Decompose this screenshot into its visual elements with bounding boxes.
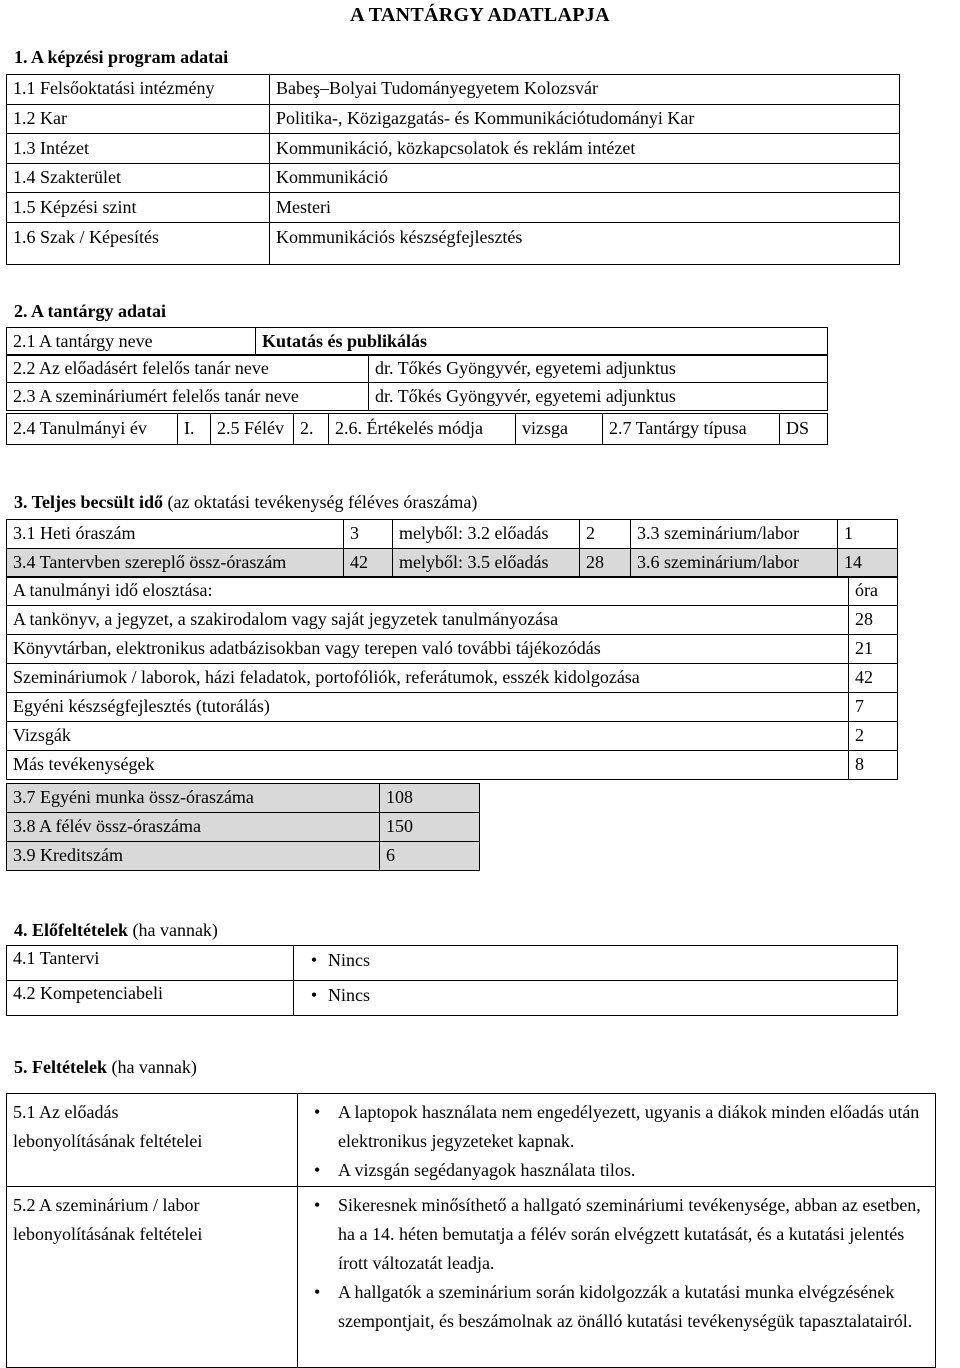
list-item: • A laptopok használata nem engedélyezett, ugyanis a diákok minden előadás után elektronikus jegyzeteket kapnak. (304, 1098, 935, 1156)
table-row (7, 328, 828, 356)
semester-value: 2. (294, 414, 329, 445)
weekly-hours-label: 3.1 Heti óraszám (7, 520, 344, 549)
table-row (7, 134, 900, 164)
section-3-heading-rest: (az oktatási tevékenység féléves óraszáma) (163, 492, 478, 512)
table-row (7, 193, 900, 223)
activity-hours: 2 (849, 722, 898, 751)
table-row (7, 842, 480, 871)
table-row (7, 383, 828, 411)
table-row (7, 1187, 936, 1368)
lecturer-value: dr. Tőkés Gyöngyvér, egyetemi adjunktus (369, 355, 828, 383)
table-row (7, 606, 898, 635)
table-row (7, 664, 898, 693)
hours-summary-table (6, 783, 480, 871)
total-hours-label: 3.4 Tantervben szereplő össz-óraszám (7, 549, 344, 578)
list-item: • A hallgatók a szeminárium során kidolgozzák a kutatási munka elvégzésének szempontjait, és beszámolnak az önálló kutatási tevékenységük tapasztalatairól. (304, 1278, 935, 1336)
list-item: • Sikeresnek minősíthető a hallgató szemináriumi tevékenysége, abban az esetben, ha a 14. héten bemutatja a félév során elvégzett kutatását, és a kutatási jelentés írott változatát leadja. (304, 1191, 935, 1278)
summary-value: 6 (380, 842, 480, 871)
table-row (7, 813, 480, 842)
row-value: Babeş–Bolyai Tudományegyetem Kolozsvár (270, 75, 900, 105)
semester-label: 2.5 Félév (211, 414, 294, 445)
activity-label: Könyvtárban, elektronikus adatbázisokban vagy terepen való további tájékozódás (7, 635, 849, 664)
table-row (7, 355, 828, 383)
seminar-teacher-value: dr. Tőkés Gyöngyvér, egyetemi adjunktus (369, 383, 828, 411)
section-3-heading-bold: 3. Teljes becsült idő (14, 492, 164, 512)
course-name-value: Kutatás és publikálás (256, 328, 828, 356)
weekly-seminar-value: 1 (838, 520, 898, 549)
activity-hours: 7 (849, 693, 898, 722)
lecture-conditions-list (304, 1098, 935, 1185)
teachers-table (6, 354, 828, 411)
table-row (7, 751, 898, 780)
total-lecture-value: 28 (580, 549, 631, 578)
weekly-lecture-label: melyből: 3.2 előadás (393, 520, 580, 549)
year-label: 2.4 Tanulmányi év (7, 414, 178, 445)
activity-label: Egyéni készségfejlesztés (tutorálás) (7, 693, 849, 722)
activity-hours: 8 (849, 751, 898, 780)
course-type-value: DS (780, 414, 828, 445)
table-row (7, 414, 828, 445)
bullet-icon: • (310, 950, 318, 970)
seminar-conditions-label-line2: lebonyolításának feltételei (13, 1224, 203, 1244)
prerequisite-label: 4.2 Kompetenciabeli (7, 981, 294, 1016)
row-value: Mesteri (270, 193, 900, 223)
row-label: 1.2 Kar (7, 104, 270, 134)
course-meta-table (6, 413, 828, 445)
table-row (7, 693, 898, 722)
table-row (7, 163, 900, 193)
lecture-conditions-label-line1: 5.1 Az előadás (13, 1102, 119, 1122)
table-row (7, 520, 898, 549)
row-value: Kommunikáció (270, 163, 900, 193)
conditions-table (6, 1093, 936, 1368)
section-5-heading-bold: 5. Feltételek (14, 1057, 107, 1077)
row-value: Politika-, Közigazgatás- és Kommunikációtudományi Kar (270, 104, 900, 134)
section-2-heading: 2. A tantárgy adatai (14, 301, 167, 321)
table-row (7, 75, 900, 105)
total-hours-value: 42 (344, 549, 393, 578)
row-label: 1.4 Szakterület (7, 163, 270, 193)
table-row (7, 104, 900, 134)
section-4-heading (14, 920, 218, 941)
prerequisites-table (6, 945, 898, 1016)
bullet-icon: • (310, 985, 318, 1005)
prerequisite-label: 4.1 Tantervi (7, 946, 294, 981)
total-seminar-value: 14 (838, 549, 898, 578)
section-4-heading-rest: (ha vannak) (127, 920, 218, 940)
table-row (7, 635, 898, 664)
distribution-label: A tanulmányi idő elosztása: (7, 577, 849, 606)
seminar-conditions-cell (298, 1187, 936, 1368)
activity-label: A tankönyv, a jegyzet, a szakirodalom vagy saját jegyzetek tanulmányozása (7, 606, 849, 635)
prerequisite-value: Nincs (328, 985, 370, 1005)
activity-label: Szemináriumok / laborok, házi feladatok, portofóliók, referátumok, esszék kidolgozása (7, 664, 849, 693)
total-seminar-label: 3.6 szeminárium/labor (631, 549, 838, 578)
total-lecture-label: melyből: 3.5 előadás (393, 549, 580, 578)
summary-label: 3.9 Kreditszám (7, 842, 380, 871)
table-row (7, 981, 898, 1016)
activity-label: Más tevékenységek (7, 751, 849, 780)
table-row (7, 784, 480, 813)
lecture-conditions-cell (298, 1094, 936, 1187)
prerequisite-value: Nincs (328, 950, 370, 970)
summary-label: 3.7 Egyéni munka össz-óraszáma (7, 784, 380, 813)
row-label: 1.1 Felsőoktatási intézmény (7, 75, 270, 105)
section-5-heading-rest: (ha vannak) (106, 1057, 197, 1077)
activity-hours: 28 (849, 606, 898, 635)
section-4-heading-bold: 4. Előfeltételek (14, 920, 128, 940)
section-3-heading (14, 492, 477, 513)
course-name-label: 2.1 A tantárgy neve (7, 328, 256, 356)
seminar-conditions-list (304, 1191, 935, 1336)
evaluation-label: 2.6. Értékelés módja (329, 414, 516, 445)
seminar-teacher-label: 2.3 A szemináriumért felelős tanár neve (7, 383, 369, 411)
table-row (7, 1094, 936, 1187)
prerequisite-value-cell (294, 981, 898, 1016)
table-row (7, 722, 898, 751)
list-item: • A vizsgán segédanyagok használata tilos. (304, 1156, 935, 1185)
row-label: 1.5 Képzési szint (7, 193, 270, 223)
seminar-conditions-label (7, 1187, 298, 1368)
lecture-conditions-label-line2: lebonyolításának feltételei (13, 1131, 203, 1151)
row-label: 1.6 Szak / Képesítés (7, 222, 270, 264)
course-type-label: 2.7 Tantárgy típusa (603, 414, 780, 445)
section-1-heading: 1. A képzési program adatai (14, 47, 229, 67)
weekly-hours-value: 3 (344, 520, 393, 549)
prerequisite-value-cell (294, 946, 898, 981)
summary-value: 150 (380, 813, 480, 842)
weekly-seminar-label: 3.3 szeminárium/labor (631, 520, 838, 549)
weekly-lecture-value: 2 (580, 520, 631, 549)
table-row (7, 577, 898, 606)
activity-hours: 21 (849, 635, 898, 664)
distribution-unit: óra (849, 577, 898, 606)
summary-value: 108 (380, 784, 480, 813)
page-title: A TANTÁRGY ADATLAPJA (350, 4, 610, 26)
year-value: I. (178, 414, 211, 445)
course-name-table (6, 327, 828, 356)
table-row (7, 222, 900, 264)
activity-hours: 42 (849, 664, 898, 693)
time-distribution-table (6, 576, 898, 780)
lecturer-label: 2.2 Az előadásért felelős tanár neve (7, 355, 369, 383)
section-5-heading (14, 1057, 197, 1078)
summary-label: 3.8 A félév össz-óraszáma (7, 813, 380, 842)
table-row (7, 946, 898, 981)
seminar-conditions-label-line1: 5.2 A szeminárium / labor (13, 1195, 200, 1215)
row-label: 1.3 Intézet (7, 134, 270, 164)
lecture-conditions-label (7, 1094, 298, 1187)
table-row (7, 549, 898, 578)
row-value: Kommunikációs készségfejlesztés (270, 222, 900, 264)
evaluation-value: vizsga (516, 414, 603, 445)
hours-table (6, 519, 898, 578)
row-value: Kommunikáció, közkapcsolatok és reklám intézet (270, 134, 900, 164)
activity-label: Vizsgák (7, 722, 849, 751)
program-data-table (6, 74, 900, 265)
